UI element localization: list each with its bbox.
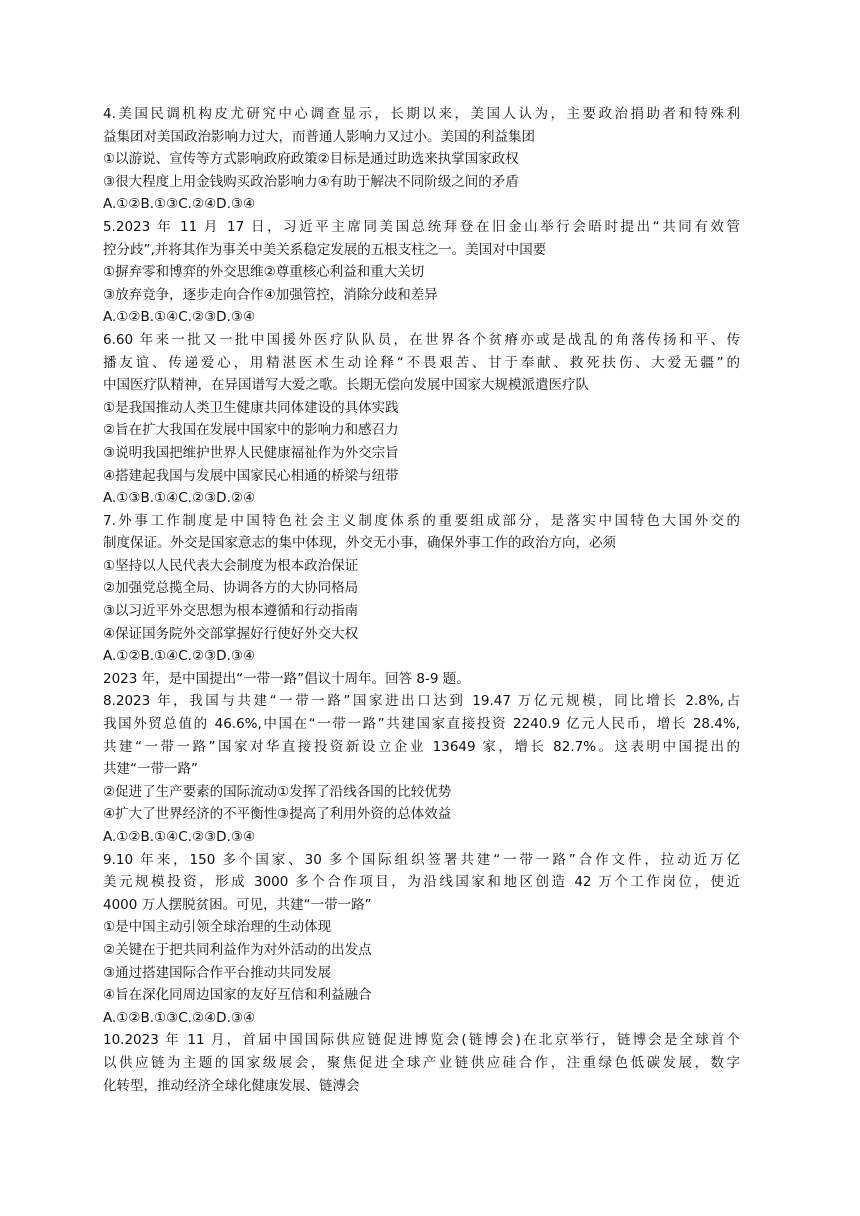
text-line: 制度保证。外交是国家意志的集中体现，外交无小事，确保外事工作的政治方向，必须 — [103, 535, 616, 552]
text-line: 10.2023 年 11 月，首届中国国际供应链促进博览会(链博会)在北京举行，链博会是全球首个 — [103, 1032, 740, 1049]
text-line: ①摒弃零和博弈的外交思维②尊重核心利益和重大关切 — [103, 264, 425, 281]
text-line: 共建“一带一路” — [103, 761, 198, 778]
text-line: 5.2023 年 11 月 17 日，习近平主席同美国总统拜登在旧金山举行会晤时提出“共同有效管 — [103, 218, 740, 235]
text-line: 4.美国民调机构皮尤研究中心调查显示，长期以来，美国人认为，主要政治捐助者和特殊利 — [103, 106, 740, 122]
text-line: ④旨在深化同周边国家的友好互信和利益融合 — [103, 987, 372, 1004]
text-line: ④保证国务院外交部掌握好行使好外交大权 — [103, 625, 359, 642]
text-line: ②旨在扩大我国在发展中国家中的影响力和感召力 — [103, 422, 399, 439]
text-line: 播友谊、传递爱心，用精湛医术生动诠释“不畏艰苦、甘于奉献、救死扶伤、大爱无疆”的 — [103, 354, 740, 371]
text-line: 控分歧”,并将其作为事关中美关系稳定发展的五根支柱之一。美国对中国要 — [103, 241, 547, 258]
text-line: 8.2023 年，我国与共建“一带一路”国家进出口达到 19.47 万亿元规模，同比增长 2.8%,占 — [103, 693, 740, 710]
text-line: A.①②B.①④C.②③D.③④ — [103, 309, 256, 326]
text-line: 4000 万人摆脱贫困。可见，共建“一带一路” — [103, 896, 372, 913]
text-line: A.①③B.①④C.②③D.②④ — [103, 490, 256, 507]
text-line: 9.10 年来，150 多个国家、30 多个国际组织签署共建“一带一路”合作文件，拉动近万亿 — [103, 851, 740, 868]
text-line: ①是我国推动人类卫生健康共同体建设的具体实践 — [103, 399, 399, 416]
text-line: ④搭建起我国与发展中国家民心相通的桥梁与纽带 — [103, 467, 399, 484]
text-line: ②加强党总揽全局、协调各方的大协同格局 — [103, 580, 359, 597]
text-line: 我国外贸总值的 46.6%,中国在“一带一路”共建国家直接投资 2240.9 亿元人民币，增长 28.4%, — [103, 716, 740, 733]
text-line: ③说明我国把维护世界人民健康福祉作为外交宗旨 — [103, 444, 399, 461]
text-line: A.①②B.①③C.②④D.③④ — [103, 1009, 256, 1026]
text-line: 益集团对美国政治影响力过大，而普通人影响力又过小。美国的利益集团 — [103, 128, 535, 145]
text-line: 美元规模投资，形成 3000 多个合作项目，为沿线国家和地区创造 42 万个工作岗位，使近 — [103, 874, 740, 891]
document-page — [103, 103, 740, 1097]
text-line: ③放弃竞争，逐步走向合作④加强管控，消除分歧和差异 — [103, 286, 438, 303]
text-line: ②关键在于把共同利益作为对外活动的出发点 — [103, 941, 372, 958]
text-line: ③很大程度上用金钱购买政治影响力④有助于解决不同阶级之间的矛盾 — [103, 173, 519, 190]
text-line: 以供应链为主题的国家级展会，聚焦促进全球产业链供应硅合作，注重绿色低碳发展，数字 — [103, 1054, 740, 1071]
text-line: 共建“一带一路”国家对华直接投资新设立企业 13649 家，增长 82.7%。这表明中国提出的 — [103, 738, 740, 755]
text-line: ①是中国主动引领全球治理的生动体现 — [103, 919, 332, 936]
text-line: 2023 年，是中国提出“一带一路”倡议十周年。回答 8-9 题。 — [103, 670, 470, 687]
text-line: A.①②B.①④C.②③D.③④ — [103, 829, 256, 845]
text-line: 7.外事工作制度是中国特色社会主义制度体系的重要组成部分，是落实中国特色大国外交的 — [103, 512, 740, 529]
text-line: ①坚持以人民代表大会制度为根本政治保证 — [103, 557, 359, 574]
text-line: ③通过搭建国际合作平台推动共同发展 — [103, 964, 332, 981]
text-line: 化转型，推动经济全球化健康发展、链溥会 — [103, 1077, 360, 1094]
text-line: A.①②B.①③C.②④D.③④ — [103, 196, 256, 213]
text-line: ①以游说、宣传等方式影响政府政策②目标是通过助选来执掌国家政权 — [103, 151, 519, 168]
text-line: ②促进了生产要素的国际流动①发挥了沿线各国的比较优势 — [103, 783, 452, 800]
text-line: 6.60 年来一批又一批中国援外医疗队队员，在世界各个贫瘠亦或是战乱的角落传扬和平、传 — [103, 331, 740, 348]
text-line: A.①②B.①④C.②③D.③④ — [103, 648, 256, 665]
text-line: ③以习近平外交思想为根本遵循和行动指南 — [103, 603, 359, 620]
text-line: 中国医疗队精神，在异国谱写大爱之歌。长期无偿向发展中国家大规模派遣医疗队 — [103, 377, 589, 394]
text-line: ④扩大了世界经济的不平衡性③提高了利用外资的总体效益 — [103, 806, 452, 823]
